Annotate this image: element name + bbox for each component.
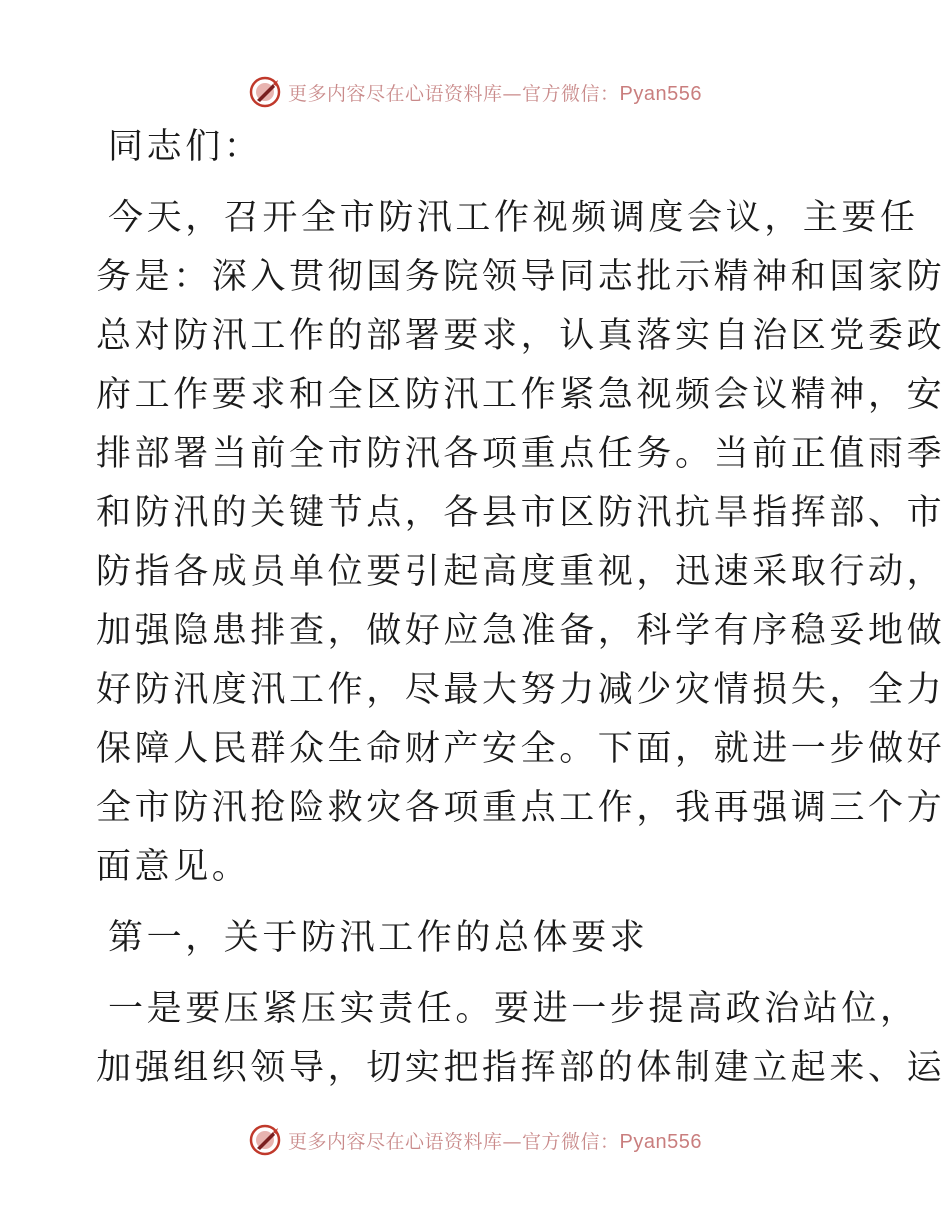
- paragraph-line: 总对防汛工作的部署要求，认真落实自治区党委政: [96, 316, 946, 356]
- watermark-text: 更多内容尽在心语资料库—官方微信：Pyan556: [288, 82, 702, 105]
- wechat-id: Pyan556: [619, 1130, 702, 1153]
- paragraph-line: 务是：深入贯彻国务院领导同志批示精神和国家防: [96, 257, 946, 297]
- watermark-text: 更多内容尽在心语资料库—官方微信：Pyan556: [288, 1130, 702, 1153]
- paragraph-responsibility: [96, 980, 946, 1098]
- quill-logo-icon: [248, 75, 282, 109]
- wechat-id: Pyan556: [619, 82, 702, 105]
- paragraph-line: 加强隐患排查，做好应急准备，科学有序稳妥地做: [96, 611, 946, 651]
- quill-logo-icon: [248, 1123, 282, 1157]
- section-heading: 第一，关于防汛工作的总体要求: [108, 918, 649, 958]
- paragraph-line: 加强组织领导，切实把指挥部的体制建立起来、运: [96, 1048, 946, 1088]
- paragraph-line: 防指各成员单位要引起高度重视，迅速采取行动，: [96, 552, 946, 592]
- paragraph-line: 一是要压紧压实责任。要进一步提高政治站位，: [108, 989, 919, 1029]
- paragraph-line: 好防汛度汛工作，尽最大努力减少灾情损失，全力: [96, 670, 946, 710]
- header-watermark: [0, 72, 950, 112]
- paragraph-line: 面意见。: [96, 847, 251, 887]
- paragraph-line: 保障人民群众生命财产安全。下面，就进一步做好: [96, 729, 946, 769]
- document-body: [96, 118, 946, 1098]
- salutation: 同志们：: [108, 127, 263, 167]
- paragraph-line: 今天，召开全市防汛工作视频调度会议，主要任: [108, 198, 919, 238]
- paragraph-line: 全市防汛抢险救灾各项重点工作，我再强调三个方: [96, 788, 946, 828]
- paragraph-line: 府工作要求和全区防汛工作紧急视频会议精神，安: [96, 375, 946, 415]
- footer-watermark: [0, 1120, 950, 1160]
- paragraph-line: 排部署当前全市防汛各项重点任务。当前正值雨季: [96, 434, 946, 474]
- paragraph-intro: [96, 189, 946, 897]
- paragraph-line: 和防汛的关键节点，各县市区防汛抗旱指挥部、市: [96, 493, 946, 533]
